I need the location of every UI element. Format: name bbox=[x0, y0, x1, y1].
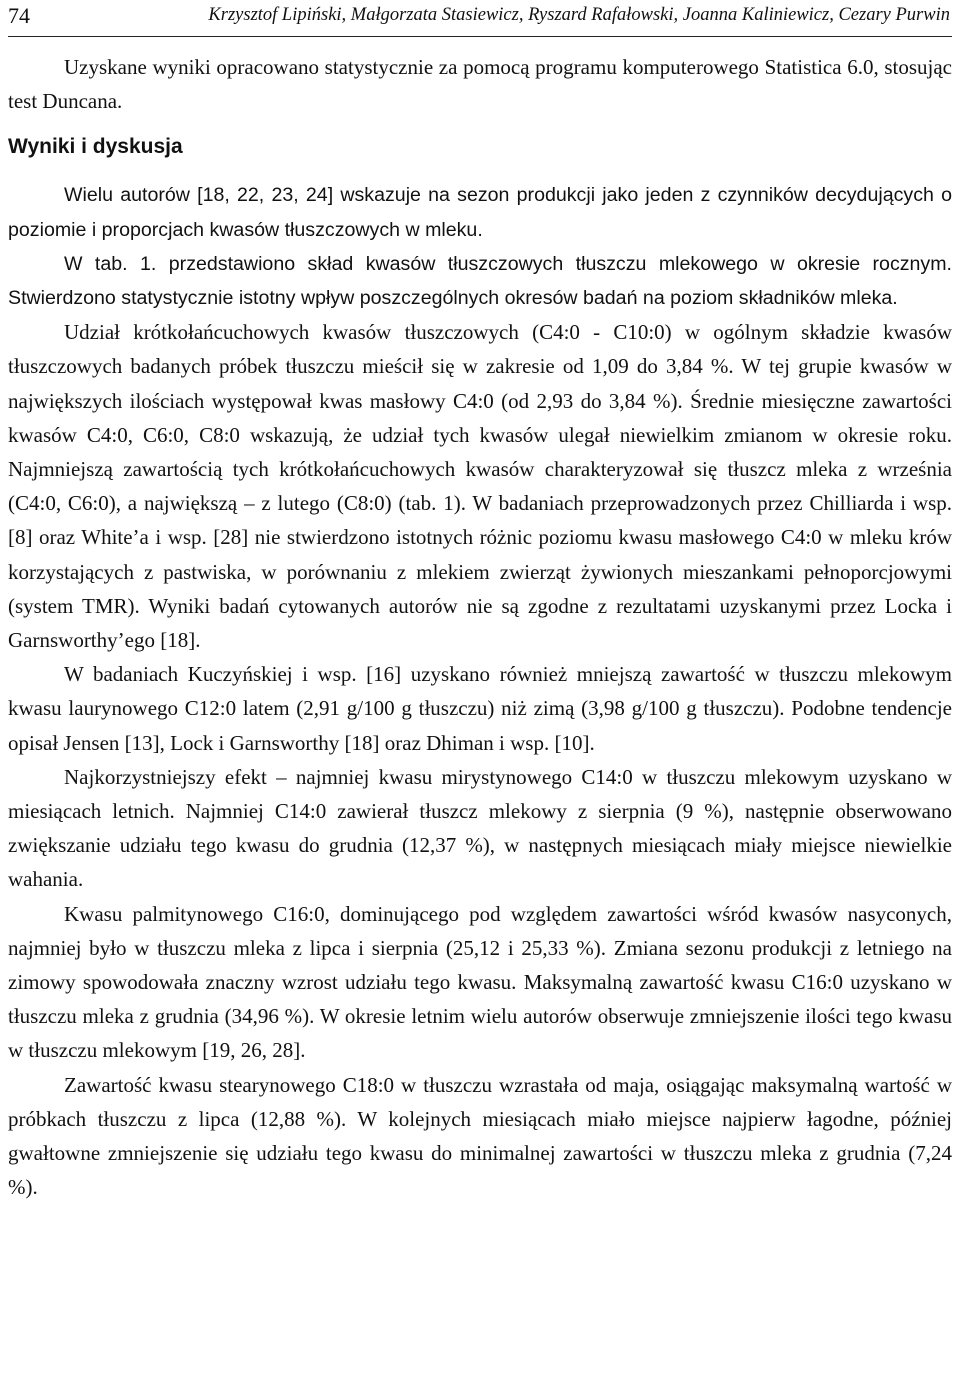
header-rule bbox=[8, 36, 952, 37]
running-head-authors: Krzysztof Lipiński, Małgorzata Stasiewicz, Ryszard Rafałowski, Joanna Kaliniewicz, Cezary Purwin bbox=[208, 5, 950, 25]
paragraph-6: Kwasu palmitynowego C16:0, dominującego pod względem zawartości wśród kwasów nasyconych, najmniej było w tłuszczu mleka z lipca i sierpnia (25,12 i 25,33 %). Zmiana sezonu produkcji z letniego na zimowy spowodowała znaczny wzrost udziału tego kwasu. Maksymalną zawartość kwasu C16:0 uzyskano w tłuszczu mleka z grudnia (34,96 %). W okresie letnim wielu autorów obserwuje zmniejszenie ilości tego kwasu w tłuszczu mlekowym [19, 26, 28]. bbox=[8, 901, 952, 1063]
paragraph-4: W badaniach Kuczyńskiej i wsp. [16] uzyskano również mniejszą zawartość w tłuszczu mlekowym kwasu laurynowego C12:0 latem (2,91 g/100 g tłuszczu) niż zimą (3,98 g/100 g tłuszczu). Podobne tendencje opisał Jensen [13], Lock i Garnsworthy [18] oraz Dhiman i wsp. [10]. bbox=[8, 662, 952, 755]
paragraph-3: Udział krótkołańcuchowych kwasów tłuszczowych (C4:0 - C10:0) w ogólnym składzie kwasów tłuszczowych badanych próbek tłuszczu mieścił się w zakresie od 1,09 do 3,84 %. W tej grupie kwasów w największych ilościach występował kwas masłowy C4:0 (od 2,93 do 3,84 %). Średnie miesięczne zawartości kwasów C4:0, C6:0, C8:0 wskazują, że udział tych kwasów ulegał niewielkim zmianom w okresie roku. Najmniejszą zawartością tych krótkołańcuchowych kwasów charakteryzował się tłuszcz mleka z września (C4:0, C6:0), a największą – z lutego (C8:0) (tab. 1). W badaniach przeprowadzonych przez Chilliarda i wsp. [8] oraz White’a i wsp. [28] nie stwierdzono istotnych różnic poziomu kwasu masłowego C4:0 w mleku krów korzystających z pastwiska, w porównaniu z mlekiem zwierząt żywionych mieszankami pełnoporcjowymi (system TMR). Wyniki badań cytowanych autorów nie są zgodne z rezultatami uzyskanymi przez Locka i Garnsworthy’ego [18]. bbox=[8, 320, 952, 653]
paragraph-5: Najkorzystniejszy efekt – najmniej kwasu mirystynowego C14:0 w tłuszczu mlekowym uzyskano w miesiącach letnich. Najmniej C14:0 zawierał tłuszcz mlekowy z sierpnia (9 %), następnie obserwowano zwiększanie udziału tego kwasu do grudnia (12,37 %), w następnych miesiącach miały miejsce niewielkie wahania. bbox=[8, 764, 952, 892]
paragraph-7: Zawartość kwasu stearynowego C18:0 w tłuszczu wzrastała od maja, osiągając maksymalną wartość w próbkach tłuszczu z lipca (12,88 %). W kolejnych miesiącach miało miejsce najpierw łagodne, później gwałtowne zmniejszenie się udziału tego kwasu do minimalnej zawartości w tłuszczu mleka z grudnia (7,24 %). bbox=[8, 1072, 952, 1200]
intro-paragraph: Uzyskane wyniki opracowano statystycznie za pomocą programu komputerowego Statistica 6.0, stosując test Duncana. bbox=[8, 55, 952, 114]
article-body bbox=[8, 50, 952, 1205]
section-heading: Wyniki i dyskusja bbox=[8, 135, 183, 159]
page-number: 74 bbox=[8, 3, 30, 28]
running-header bbox=[8, 0, 952, 34]
paragraph-2: W tab. 1. przedstawiono skład kwasów tłuszczowych tłuszczu mlekowego w okresie rocznym. Stwierdzono statystycznie istotny wpływ poszczególnych okresów badań na poziom składników mleka. bbox=[8, 252, 952, 310]
paragraph-1: Wielu autorów [18, 22, 23, 24] wskazuje na sezon produkcji jako jeden z czynników decydujących o poziomie i proporcjach kwasów tłuszczowych w mleku. bbox=[8, 184, 952, 241]
